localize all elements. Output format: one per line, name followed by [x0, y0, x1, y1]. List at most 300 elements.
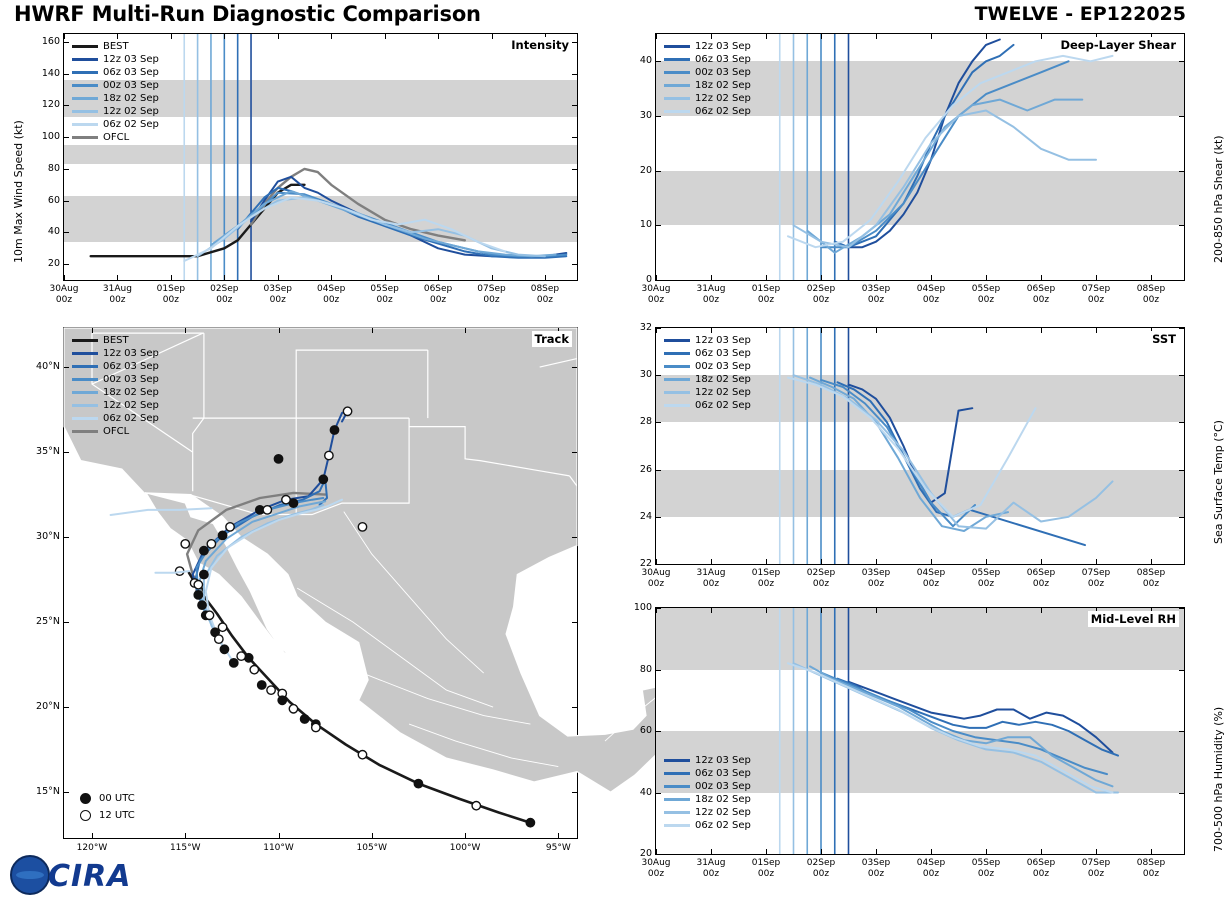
x-tick-hour: 00z [1032, 579, 1050, 589]
y-tick-mark [64, 792, 69, 793]
y-tick-label: 40 [47, 226, 60, 238]
x-tick-hour: 00z [922, 869, 940, 879]
x-tick-date: 03Sep [861, 284, 891, 294]
x-tick-mark [876, 275, 877, 280]
x-tick-mark [372, 833, 373, 838]
shear-y-axis-label: 200-850 hPa Shear (kt) [1212, 135, 1225, 263]
legend-item [72, 425, 159, 438]
y-tick-mark [1179, 670, 1184, 671]
y-tick-mark [64, 137, 69, 138]
legend-label: 12z 02 Sep [103, 106, 159, 117]
marker-00utc-icon [80, 793, 91, 804]
x-tick-hour: 00z [757, 869, 775, 879]
legend-swatch [664, 798, 690, 801]
track-point-12utc [194, 581, 202, 589]
x-tick-hour: 00z [977, 869, 995, 879]
x-tick-mark [821, 34, 822, 39]
legend-swatch [664, 824, 690, 827]
x-tick-hour: 00z [216, 295, 233, 305]
x-tick-date: 04Sep [916, 568, 946, 578]
legend-swatch [72, 352, 98, 355]
x-tick-label [519, 284, 571, 306]
y-tick-label: 28 [639, 416, 652, 428]
y-tick-mark [572, 622, 577, 623]
x-tick-mark [1151, 559, 1152, 564]
y-tick-mark [656, 116, 661, 117]
intensity-panel [0, 28, 590, 308]
legend-label: 12z 03 Sep [695, 41, 751, 52]
track-point-12utc [205, 611, 213, 619]
x-tick-hour: 00z [429, 295, 447, 305]
y-tick-mark [64, 707, 69, 708]
x-tick-mark [278, 275, 279, 280]
series-line [788, 378, 1036, 517]
y-tick-mark [572, 537, 577, 538]
y-tick-label: 25°N [36, 616, 60, 628]
legend-item [72, 360, 159, 373]
x-tick-mark [1041, 559, 1042, 564]
x-tick-label [685, 858, 737, 880]
y-tick-mark [656, 731, 661, 732]
legend-item [72, 66, 159, 79]
x-tick-hour: 00z [647, 295, 665, 305]
legend-item [664, 40, 751, 53]
x-tick-label [1070, 858, 1122, 880]
y-tick-mark [656, 854, 661, 855]
legend-label: 12z 02 Sep [695, 807, 751, 818]
legend-label: 18z 02 Sep [695, 794, 751, 805]
x-tick-mark [711, 559, 712, 564]
legend-label: 18z 02 Sep [103, 387, 159, 398]
x-tick-hour: 00z [702, 295, 720, 305]
y-tick-mark [64, 201, 69, 202]
y-tick-mark [1179, 793, 1184, 794]
x-tick-label [1070, 568, 1122, 590]
y-tick-mark [1179, 517, 1184, 518]
x-tick-date: 07Sep [1081, 568, 1111, 578]
x-tick-mark [986, 328, 987, 333]
x-tick-label [850, 568, 902, 590]
legend-item [72, 386, 159, 399]
x-tick-mark [821, 608, 822, 613]
legend-swatch [664, 84, 690, 87]
x-tick-date: 08Sep [530, 284, 560, 294]
x-tick-label [905, 858, 957, 880]
x-tick-label [412, 284, 464, 306]
x-tick-hour: 00z [757, 579, 775, 589]
y-tick-mark [656, 171, 661, 172]
legend-item [664, 793, 751, 806]
legend-item [664, 347, 751, 360]
y-tick-label: 30 [639, 369, 652, 381]
legend-item [664, 386, 751, 399]
legend-swatch [72, 97, 98, 100]
legend-label: 12z 03 Sep [695, 335, 751, 346]
legend-label: 06z 03 Sep [695, 54, 751, 65]
x-tick-mark [372, 328, 373, 333]
legend-item [72, 40, 159, 53]
y-tick-mark [64, 622, 69, 623]
x-tick-mark [465, 833, 466, 838]
legend-label: 06z 02 Sep [695, 820, 751, 831]
y-tick-mark [572, 137, 577, 138]
x-tick-date: 01Sep [751, 568, 781, 578]
sst-y-axis-label: Sea Surface Temp (°C) [1212, 420, 1225, 544]
y-tick-mark [656, 422, 661, 423]
y-tick-label: 40°N [36, 361, 60, 373]
marker-legend-label: 00 UTC [99, 793, 135, 804]
track-point-12utc [472, 802, 480, 810]
x-tick-hour: 00z [1142, 869, 1160, 879]
legend-item [664, 66, 751, 79]
y-tick-mark [572, 201, 577, 202]
x-tick-mark [821, 559, 822, 564]
shear-panel [600, 28, 1225, 308]
legend-swatch [664, 759, 690, 762]
x-tick-label [960, 858, 1012, 880]
x-tick-mark [766, 608, 767, 613]
x-tick-mark [876, 328, 877, 333]
x-tick-label [1125, 858, 1177, 880]
x-tick-date: 03Sep [861, 858, 891, 868]
x-tick-date: 31Aug [102, 284, 132, 294]
x-tick-date: 02Sep [806, 858, 836, 868]
track-point-12utc [312, 723, 320, 731]
legend-label: 12z 02 Sep [103, 400, 159, 411]
x-tick-mark [986, 34, 987, 39]
x-tick-hour: 00z [1142, 295, 1160, 305]
x-tick-date: 07Sep [1081, 858, 1111, 868]
track-point-12utc [358, 523, 366, 531]
legend-item [72, 92, 159, 105]
y-tick-label: 100 [633, 602, 652, 613]
track-point-12utc [289, 705, 297, 713]
x-tick-mark [656, 608, 657, 613]
logo-text: CIRA [48, 859, 132, 894]
x-tick-date: 06Sep [423, 284, 453, 294]
x-tick-mark [279, 833, 280, 838]
series-line [794, 111, 1097, 248]
legend-label: 12z 02 Sep [695, 93, 751, 104]
series-line [835, 45, 1014, 247]
track-point-12utc [237, 652, 245, 660]
track-point-12utc [282, 496, 290, 504]
x-tick-mark [656, 328, 657, 333]
y-tick-label: 15°N [36, 786, 60, 798]
x-tick-mark [64, 275, 65, 280]
legend-label: 18z 02 Sep [695, 80, 751, 91]
x-tick-date: 05Sep [971, 858, 1001, 868]
legend-item [72, 53, 159, 66]
x-tick-date: 01Sep [751, 858, 781, 868]
y-tick-mark [572, 232, 577, 233]
y-tick-mark [64, 452, 69, 453]
x-tick-mark [185, 328, 186, 333]
series-line [794, 375, 1113, 528]
legend-label: 06z 02 Sep [695, 400, 751, 411]
legend-item [664, 105, 751, 118]
y-tick-mark [1179, 116, 1184, 117]
track-point-00utc [319, 475, 327, 483]
x-tick-mark [821, 849, 822, 854]
x-tick-date: 04Sep [916, 284, 946, 294]
y-tick-label: 24 [639, 510, 652, 522]
legend-item [664, 53, 751, 66]
intensity-title: Intensity [508, 37, 572, 53]
y-tick-mark [1179, 854, 1184, 855]
x-tick-mark [1096, 559, 1097, 564]
x-tick-mark [1041, 34, 1042, 39]
x-tick-hour: 00z [812, 295, 830, 305]
x-tick-date: 08Sep [1136, 858, 1166, 868]
y-tick-mark [1179, 608, 1184, 609]
y-tick-mark [1179, 375, 1184, 376]
x-tick-hour: 00z [1032, 295, 1050, 305]
legend-label: 00z 03 Sep [695, 67, 751, 78]
y-tick-label: 0 [645, 274, 652, 285]
x-tick-mark [1041, 328, 1042, 333]
y-tick-mark [656, 375, 661, 376]
x-tick-hour: 00z [977, 579, 995, 589]
series-line [788, 56, 1113, 247]
legend-label: 06z 03 Sep [695, 768, 751, 779]
x-tick-hour: 00z [867, 295, 885, 305]
y-tick-mark [656, 564, 661, 565]
x-tick-date: 08Sep [1136, 568, 1166, 578]
x-tick-mark [931, 34, 932, 39]
track-point-12utc [218, 623, 226, 631]
track-point-12utc [226, 523, 234, 531]
storm-id: TWELVE - EP122025 [974, 3, 1186, 25]
sst-panel [600, 322, 1225, 597]
x-tick-hour: 00z [109, 295, 126, 305]
x-tick-mark [1041, 275, 1042, 280]
x-tick-hour: 00z [269, 295, 286, 305]
track-point-00utc [258, 681, 266, 689]
y-tick-mark [64, 537, 69, 538]
x-tick-date: 31Aug [696, 284, 726, 294]
x-tick-hour: 00z [647, 869, 665, 879]
x-tick-mark [331, 34, 332, 39]
y-tick-mark [64, 232, 69, 233]
y-tick-mark [64, 74, 69, 75]
legend-label: 06z 02 Sep [103, 413, 159, 424]
x-tick-date: 03Sep [263, 284, 292, 294]
legend-label: 06z 02 Sep [103, 119, 159, 130]
y-tick-mark [572, 367, 577, 368]
legend [664, 334, 751, 412]
legend-item [664, 780, 751, 793]
track-plot-area [36, 327, 578, 853]
marker-legend-item [74, 807, 135, 824]
x-tick-mark [986, 608, 987, 613]
legend-label: 12z 03 Sep [103, 54, 159, 65]
x-tick-label [1015, 568, 1067, 590]
y-tick-label: 20 [639, 164, 652, 176]
x-tick-mark [656, 849, 657, 854]
legend [664, 40, 751, 118]
y-tick-mark [656, 793, 661, 794]
marker-legend-label: 12 UTC [99, 810, 135, 821]
x-tick-hour: 00z [922, 579, 940, 589]
y-tick-mark [656, 61, 661, 62]
y-tick-mark [64, 105, 69, 106]
legend-label: 00z 03 Sep [103, 374, 159, 385]
y-tick-label: 160 [41, 35, 60, 47]
x-tick-mark [986, 275, 987, 280]
legend-swatch [664, 352, 690, 355]
intensity-y-axis-label: 10m Max Wind Speed (kt) [12, 120, 25, 263]
y-tick-mark [656, 517, 661, 518]
x-tick-label [630, 858, 682, 880]
x-tick-mark [876, 608, 877, 613]
x-tick-hour: 00z [376, 295, 393, 305]
x-tick-date: 02Sep [806, 284, 836, 294]
x-tick-mark [656, 275, 657, 280]
track-point-00utc [194, 591, 202, 599]
y-tick-label: 80 [639, 663, 652, 675]
y-tick-mark [656, 225, 661, 226]
legend-label: OFCL [103, 426, 130, 437]
x-tick-mark [931, 275, 932, 280]
track-point-00utc [218, 531, 226, 539]
y-tick-mark [656, 280, 661, 281]
series-line [849, 40, 1000, 248]
x-tick-mark [931, 328, 932, 333]
x-tick-label [795, 858, 847, 880]
x-tick-label [1015, 858, 1067, 880]
x-tick-label: 105°W [356, 843, 388, 853]
x-tick-mark [931, 849, 932, 854]
series-line [788, 663, 1113, 792]
legend-item [664, 92, 751, 105]
y-tick-label: 20 [639, 848, 652, 859]
x-tick-mark [171, 34, 172, 39]
legend-label: 12z 03 Sep [695, 755, 751, 766]
x-tick-mark [876, 849, 877, 854]
legend-label: 06z 03 Sep [695, 348, 751, 359]
x-tick-hour: 00z [1142, 579, 1160, 589]
x-tick-mark [766, 275, 767, 280]
y-tick-mark [656, 470, 661, 471]
y-tick-label: 32 [639, 322, 652, 333]
y-tick-label: 40 [639, 786, 652, 798]
y-tick-label: 120 [41, 99, 60, 111]
x-tick-hour: 00z [323, 295, 340, 305]
x-tick-mark [185, 833, 186, 838]
legend [72, 334, 159, 438]
x-tick-label [850, 858, 902, 880]
x-tick-date: 01Sep [156, 284, 186, 294]
track-panel [0, 322, 590, 877]
legend-swatch [72, 430, 98, 433]
x-tick-mark [492, 34, 493, 39]
y-tick-label: 40 [639, 55, 652, 67]
x-tick-hour: 00z [812, 869, 830, 879]
legend-item [72, 118, 159, 131]
shear-plot-area [639, 33, 1185, 305]
track-point-12utc [215, 635, 223, 643]
sst-title: SST [1149, 331, 1179, 347]
x-tick-mark [117, 34, 118, 39]
x-tick-mark [171, 275, 172, 280]
x-tick-date: 06Sep [1026, 568, 1056, 578]
x-tick-mark [1151, 275, 1152, 280]
x-tick-hour: 00z [1032, 869, 1050, 879]
x-tick-mark [1041, 608, 1042, 613]
legend-label: 00z 03 Sep [103, 80, 159, 91]
legend-item [72, 399, 159, 412]
x-tick-label [1125, 568, 1177, 590]
track-point-12utc [358, 751, 366, 759]
header [0, 0, 1200, 30]
legend-swatch [72, 71, 98, 74]
legend-item [664, 360, 751, 373]
y-tick-mark [1179, 470, 1184, 471]
x-tick-label [359, 284, 411, 306]
legend-item [664, 334, 751, 347]
track-point-00utc [230, 659, 238, 667]
x-tick-hour: 00z [55, 295, 73, 305]
marker-12utc-icon [80, 810, 91, 821]
x-tick-mark [558, 833, 559, 838]
legend-item [72, 131, 159, 144]
x-tick-label [905, 568, 957, 590]
legend-swatch [664, 97, 690, 100]
x-tick-hour: 00z [1087, 579, 1105, 589]
y-tick-mark [64, 264, 69, 265]
legend-swatch [664, 772, 690, 775]
x-tick-mark [224, 34, 225, 39]
x-tick-mark [986, 559, 987, 564]
y-tick-label: 100 [41, 131, 60, 143]
track-point-00utc [200, 570, 208, 578]
legend-swatch [72, 110, 98, 113]
y-tick-label: 80 [47, 162, 60, 174]
y-tick-label: 30 [639, 110, 652, 121]
y-tick-mark [1179, 225, 1184, 226]
y-tick-label: 60 [47, 194, 60, 206]
x-tick-mark [117, 275, 118, 280]
x-tick-date: 02Sep [806, 568, 836, 578]
x-tick-label [960, 284, 1012, 306]
x-tick-label: 120°W [76, 843, 108, 853]
legend-swatch [664, 365, 690, 368]
x-tick-date: 31Aug [696, 568, 726, 578]
y-tick-mark [572, 105, 577, 106]
legend-swatch [664, 404, 690, 407]
x-tick-label [850, 284, 902, 306]
rh-panel [600, 602, 1225, 892]
y-tick-label: 20°N [36, 701, 60, 713]
legend-swatch [72, 404, 98, 407]
y-tick-label: 35°N [36, 446, 60, 458]
marker-legend [74, 790, 135, 824]
legend-swatch [664, 391, 690, 394]
legend-swatch [72, 417, 98, 420]
x-tick-mark [1096, 849, 1097, 854]
legend-item [664, 399, 751, 412]
track-point-00utc [526, 819, 534, 827]
x-tick-label [795, 284, 847, 306]
x-tick-mark [821, 275, 822, 280]
y-tick-mark [572, 792, 577, 793]
x-tick-label [740, 284, 792, 306]
legend-swatch [664, 339, 690, 342]
legend-swatch [664, 71, 690, 74]
x-tick-date: 05Sep [971, 568, 1001, 578]
legend-label: 18z 02 Sep [695, 374, 751, 385]
